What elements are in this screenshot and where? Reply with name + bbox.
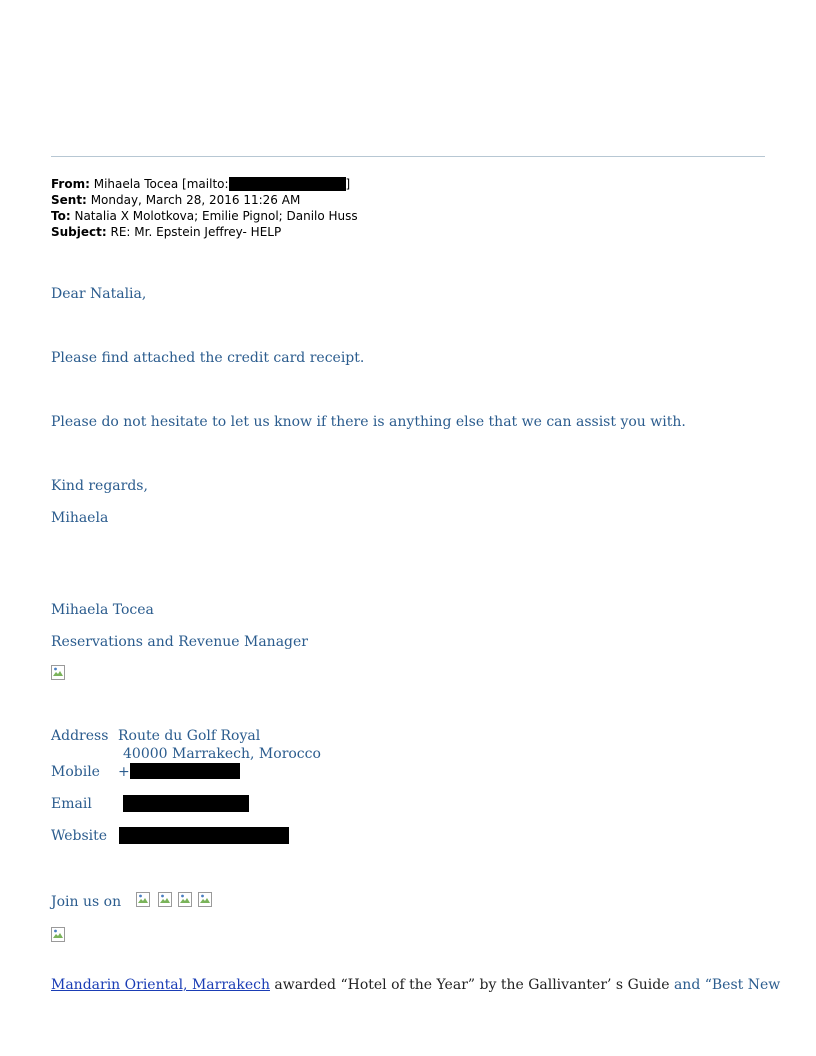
from-close: ] [345, 177, 351, 191]
sent-label: Sent: [51, 193, 87, 207]
address-line-2: 40000 Marrakech, Morocco [123, 746, 321, 762]
sent-value: Monday, March 28, 2016 11:26 AM [90, 193, 301, 207]
redacted-email [123, 795, 249, 812]
redacted-email-address [229, 177, 346, 191]
to-label: To: [51, 209, 71, 223]
social-broken-image-icon[interactable] [178, 892, 192, 907]
mobile-prefix: + [118, 764, 130, 780]
closing: Kind regards, [51, 478, 148, 494]
award-text: awarded “Hotel of the Year” by the Gallivanter’ s Guide [269, 977, 670, 993]
social-broken-image-icon[interactable] [198, 892, 212, 907]
signature-title: Reservations and Revenue Manager [51, 634, 308, 650]
social-broken-image-icon[interactable] [136, 892, 150, 907]
from-line [51, 176, 350, 192]
sent-line [51, 192, 300, 208]
join-us-label: Join us on [51, 894, 122, 910]
award-text-continued: and “Best New [669, 977, 781, 993]
broken-image-icon [51, 665, 65, 680]
mobile-label: Mobile [51, 764, 100, 780]
body-line-assist: Please do not hesitate to let us know if there is anything else that we can assist you with. [51, 414, 686, 430]
redacted-website [119, 827, 289, 844]
address-line-1: Route du Golf Royal [118, 728, 261, 744]
mobile-value [118, 763, 240, 781]
website-label: Website [51, 828, 108, 844]
redacted-mobile [130, 763, 240, 779]
awards-line [51, 976, 781, 994]
hotel-link[interactable]: Mandarin Oriental, Marrakech [51, 977, 270, 993]
address-label: Address [51, 728, 109, 744]
subject-value: RE: Mr. Epstein Jeffrey- HELP [110, 225, 282, 239]
subject-line [51, 224, 281, 240]
signoff: Mihaela [51, 510, 109, 526]
from-label: From: [51, 177, 90, 191]
header-divider [51, 156, 765, 157]
to-line [51, 208, 358, 224]
to-value: Natalia X Molotkova; Emilie Pignol; Danilo Huss [74, 209, 358, 223]
subject-label: Subject: [51, 225, 107, 239]
body-line-attachment: Please find attached the credit card receipt. [51, 350, 365, 366]
email-label: Email [51, 796, 92, 812]
signature-name: Mihaela Tocea [51, 602, 154, 618]
banner-broken-image-icon [51, 927, 65, 942]
greeting: Dear Natalia, [51, 286, 147, 302]
from-value: Mihaela Tocea [mailto: [93, 177, 229, 191]
social-broken-image-icon[interactable] [158, 892, 172, 907]
